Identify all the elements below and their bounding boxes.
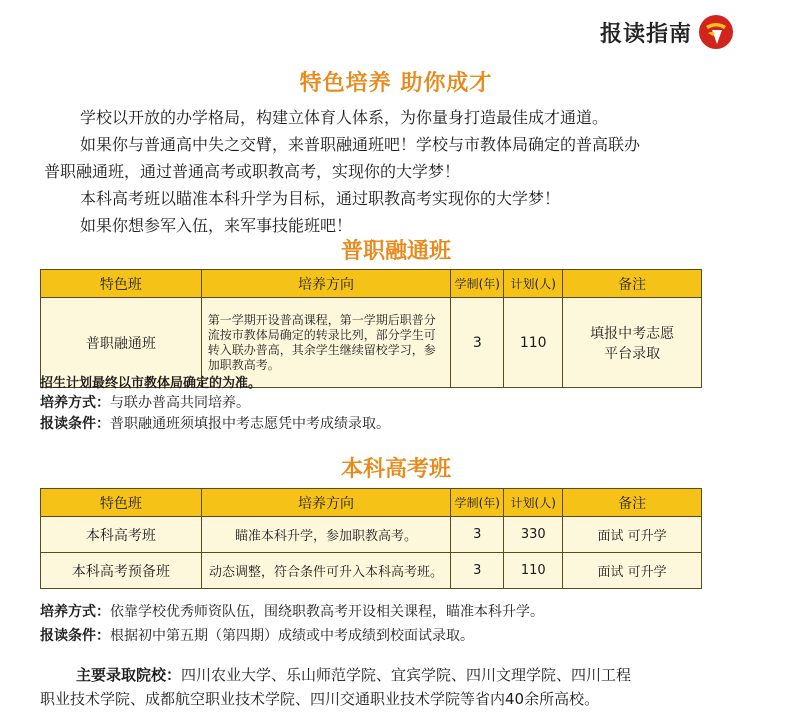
note-text: 与联办普高共同培养。 [110,395,250,411]
cell-direction: 瞄准本科升学，参加职教高考。 [201,517,451,553]
intro-line: 如果你想参军入伍，来军事技能班吧！ [80,216,353,235]
intro-line: 学校以开放的办学格局，构建立体育人体系，为你量身打造最佳成才通道。 [80,108,609,127]
col-header-years: 学制(年) [451,270,504,298]
cell-class-name: 本科高考班 [41,517,202,553]
training-method-note [40,601,544,621]
intro-line: 如果你与普通高中失之交臂，来普职融通班吧！学校与市教体局确定的普高联办 [80,135,641,154]
cell-class-name: 本科高考预备班 [41,553,202,589]
note-text: 依靠学校优秀师资队伍，围绕职教高考开设相关课程，瞄准本科升学。 [110,604,544,620]
brand-title: 报读指南 [599,21,692,47]
table-header-row [41,489,702,517]
cell-note-line: 填报中考志愿 [590,325,675,342]
table-row [41,517,702,553]
universities-line [40,663,750,687]
intro-line: 本科高考班以瞄准本科升学为目标，通过职教高考实现你的大学梦！ [80,189,561,208]
admission-condition-note [40,413,390,433]
note-label: 培养方式： [40,395,110,411]
puzhi-class-table [40,269,702,388]
universities-text: 四川农业大学、乐山师范学院、宜宾学院、四川文理学院、四川工程 [181,666,632,684]
col-header-plan: 计划(人) [504,270,563,298]
section-title-benke: 本科高考班 [340,457,451,482]
admission-condition-note [40,625,474,645]
cell-plan: 110 [504,553,563,589]
cell-note-line: 平台录取 [604,345,661,362]
cell-note [563,298,702,388]
cell-direction: 动态调整，符合条件可升入本科高考班。 [201,553,451,589]
admitted-universities [40,663,750,711]
intro-text [44,104,744,239]
col-header-class: 特色班 [41,270,202,298]
page-title: 特色培养 助你成才 [299,71,493,96]
cell-note: 面试 可升学 [563,553,702,589]
training-method-note [40,392,250,412]
cell-plan: 110 [504,298,563,388]
brand [600,14,734,50]
col-header-note: 备注 [563,489,702,517]
section-title-puzhi: 普职融通班 [340,239,451,264]
table-header-row [41,270,702,298]
col-header-plan: 计划(人) [504,489,563,517]
col-header-class: 特色班 [41,489,202,517]
note-text: 普职融通班须填报中考志愿凭中考成绩录取。 [110,416,390,432]
universities-label: 主要录取院校： [76,666,182,684]
col-header-years: 学制(年) [451,489,504,517]
cell-plan: 330 [504,517,563,553]
cell-note: 面试 可升学 [563,517,702,553]
intro-line: 普职融通班，通过普通高考或职教高考，实现你的大学梦！ [44,162,461,181]
school-logo-icon [698,14,734,50]
enrollment-final-note: 招生计划最终以市教体局确定的为准。 [40,376,262,391]
note-label: 报读条件： [40,628,110,644]
col-header-direction: 培养方向 [201,489,451,517]
cell-years: 3 [451,298,504,388]
cell-years: 3 [451,553,504,589]
universities-line: 职业技术学院、成都航空职业技术学院、四川交通职业技术学院等省内40余所高校。 [40,690,600,708]
cell-years: 3 [451,517,504,553]
cell-direction: 第一学期开设普高课程，第一学期后职普分流按市教体局确定的转录比列，部分学生可转入联办普高，其余学生继续留校学习，参加职教高考。 [201,298,451,388]
benke-class-table [40,488,702,589]
col-header-direction: 培养方向 [201,270,451,298]
table-row [41,553,702,589]
note-label: 培养方式： [40,604,110,620]
note-label: 报读条件： [40,416,110,432]
col-header-note: 备注 [563,270,702,298]
cell-class-name: 普职融通班 [41,298,202,388]
note-text: 根据初中第五期（第四期）成绩或中考成绩到校面试录取。 [110,628,474,644]
